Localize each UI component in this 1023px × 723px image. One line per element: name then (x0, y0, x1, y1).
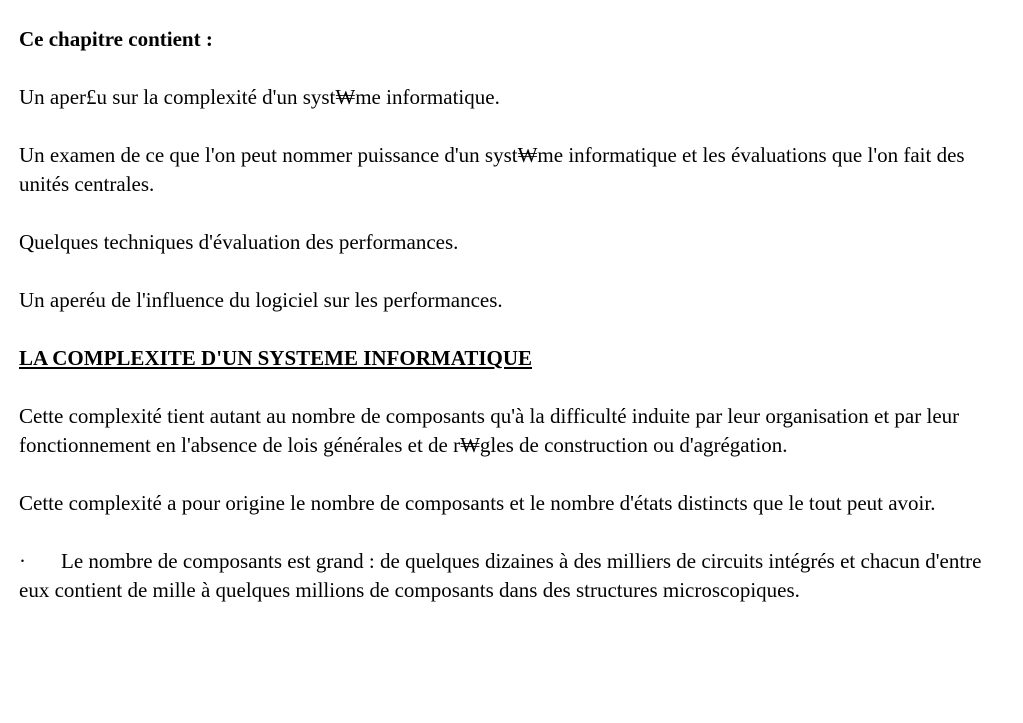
document-page (19, 25, 1009, 634)
body-paragraph-1: Cette complexité tient autant au nombre de composants qu'à la difficulté induite par leur organisation et par leur fonctionnement en l'absence de lois générales et de r₩gles de construction ou d'agrégation. (19, 404, 960, 457)
body-paragraph-2: Cette complexité a pour origine le nombre de composants et le nombre d'états distincts que le tout peut avoir. (19, 491, 936, 515)
intro-item-3: Quelques techniques d'évaluation des performances. (19, 230, 459, 254)
intro-item-4: Un aperéu de l'influence du logiciel sur les performances. (19, 288, 503, 312)
bullet-mark: · (19, 549, 26, 573)
bullet-text: Le nombre de composants est grand : de quelques dizaines à des milliers de circuits intégrés et chacun d'entre eux contient de mille à quelques millions de composants dans des structures microscopiques. (19, 549, 982, 602)
bullet-paragraph (19, 547, 1009, 605)
intro-item-1: Un aper£u sur la complexité d'un syst₩me informatique. (19, 85, 500, 109)
intro-heading: Ce chapitre contient : (19, 27, 213, 51)
intro-item-2: Un examen de ce que l'on peut nommer puissance d'un syst₩me informatique et les évaluations que l'on fait des unités centrales. (19, 143, 965, 196)
section-heading: LA COMPLEXITE D'UN SYSTEME INFORMATIQUE (19, 346, 533, 370)
